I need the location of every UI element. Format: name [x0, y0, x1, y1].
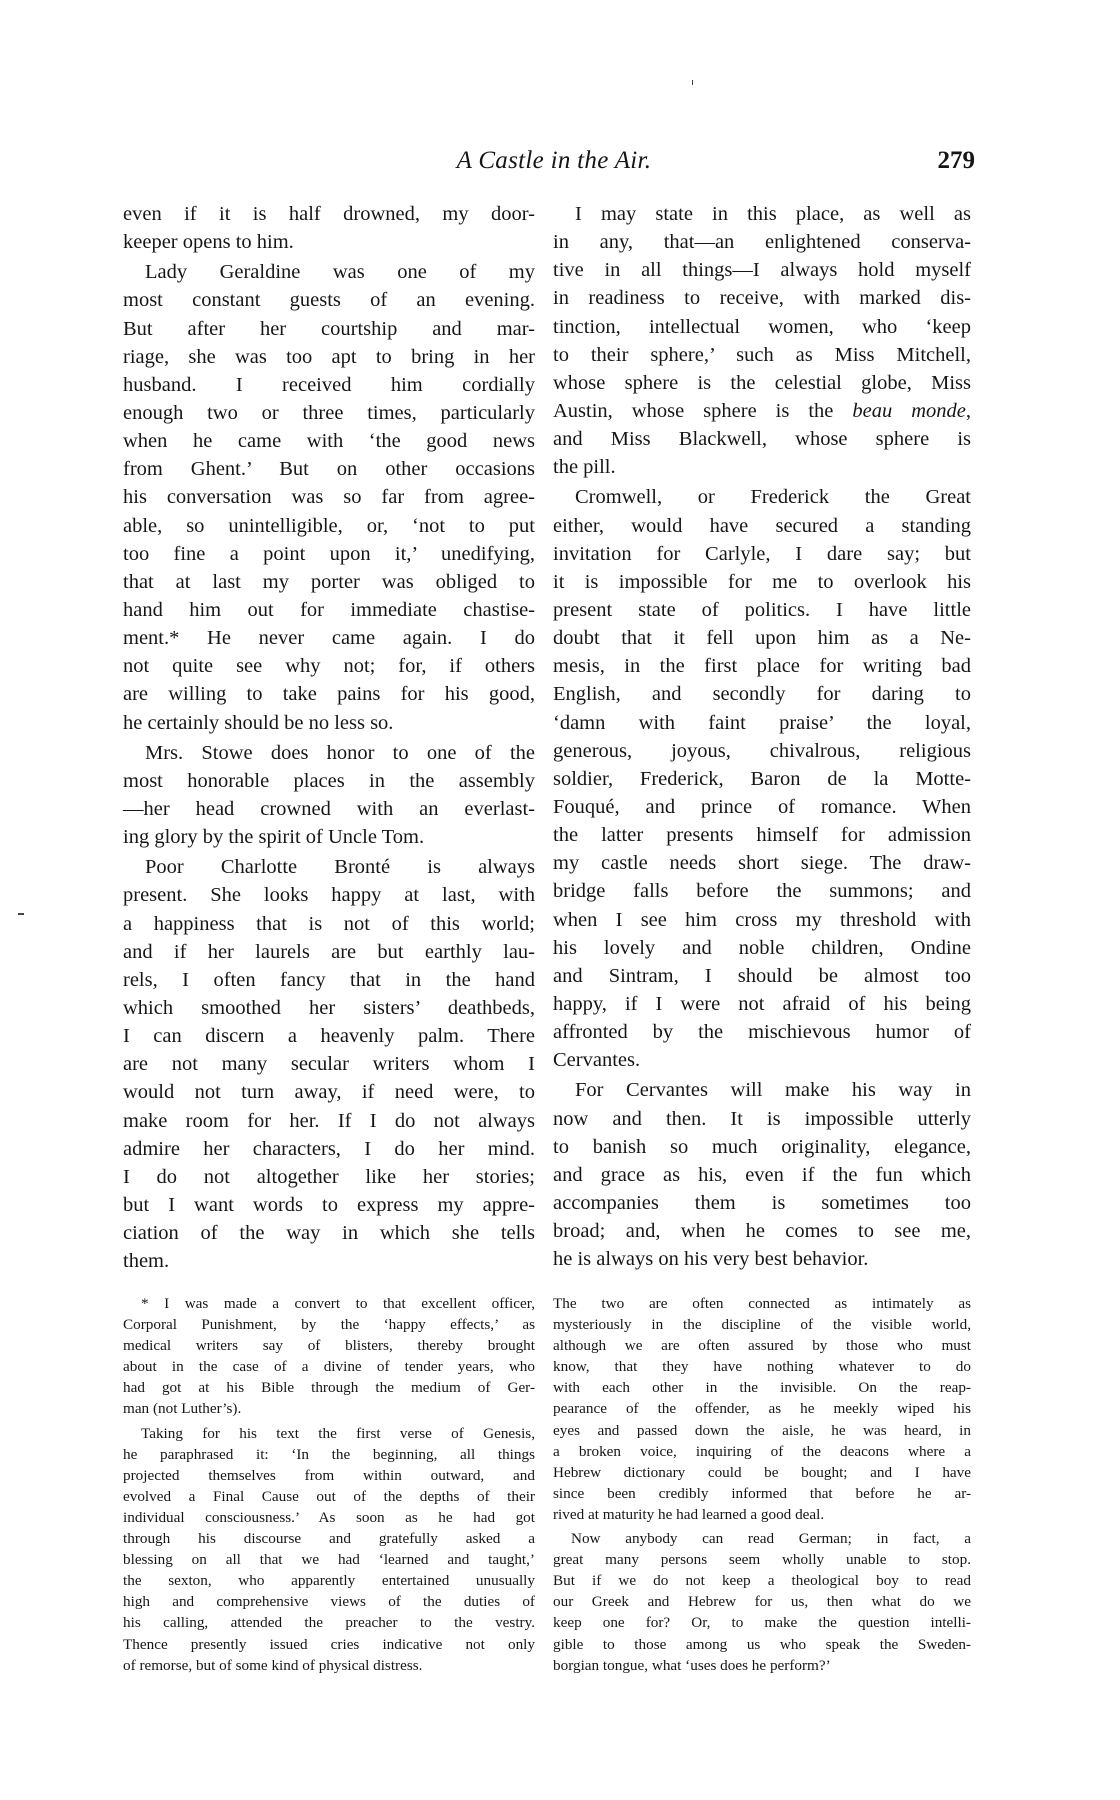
text-line: most constant guests of an evening. [123, 289, 535, 312]
text-line: Hebrew dictionary could be bought; and I have [553, 1463, 971, 1481]
text-line: bridge falls before the summons; and [553, 880, 971, 903]
text-line: I can discern a heavenly palm. There [123, 1025, 535, 1048]
text-line: But if we do not keep a theological boy to read [553, 1572, 971, 1590]
text-line: are willing to take pains for his good, [123, 683, 535, 706]
text-line: are not many secular writers whom I [123, 1053, 535, 1076]
text-line: happy, if I were not afraid of his being [553, 992, 971, 1015]
text-line: make room for her. If I do not always [123, 1109, 535, 1132]
text-line: mysteriously in the discipline of the visible world, [553, 1316, 971, 1334]
text-line: tinction, intellectual women, who ‘keep [553, 315, 971, 338]
text-line: keep one for? Or, to make the question intelli- [553, 1614, 971, 1632]
text-line: most honorable places in the assembly [123, 769, 535, 792]
text-line: a happiness that is not of this world; [123, 912, 535, 935]
text-line: Corporal Punishment, by the ‘happy effects,’ as [123, 1316, 535, 1334]
text-line: Now anybody can read German; in fact, a [571, 1530, 971, 1548]
paragraph [553, 1293, 971, 1525]
text-line: I may state in this place, as well as [575, 203, 971, 225]
text-line: gible to those among us who speak the Sweden- [553, 1635, 971, 1653]
text-line: ment.* He never came again. I do [123, 627, 535, 650]
text-line: them. [123, 1250, 170, 1273]
text-line: his conversation was so far from agree- [123, 486, 535, 509]
text-line: great many persons seem wholly unable to stop. [553, 1551, 971, 1569]
text-line: since been credibly informed that before he ar- [553, 1484, 971, 1502]
text-line: riage, she was too apt to bring in her [123, 345, 535, 368]
text-line: enough two or three times, particularly [123, 401, 535, 424]
text-line: Thence presently issued cries indicative not only [123, 1635, 535, 1653]
text-line: admire her characters, I do her mind. [123, 1137, 535, 1160]
text-line: even if it is half drowned, my door- [123, 203, 535, 225]
text-line: keeper opens to him. [123, 231, 294, 254]
text-line: * I was made a convert to that excellent officer, [141, 1295, 535, 1312]
text-line: to their sphere,’ such as Miss Mitchell, [553, 343, 971, 366]
text-line: his lovely and noble children, Ondine [553, 936, 971, 959]
text-line: had got at his Bible through the medium of Ger- [123, 1379, 535, 1397]
text-line: and Miss Blackwell, whose sphere is [553, 428, 971, 451]
text-line: pearance of the offender, as he meekly wiped his [553, 1400, 971, 1418]
text-line: our Greek and Hebrew for us, then what do we [553, 1593, 971, 1611]
text-line: his calling, attended the preacher to the vestry. [123, 1614, 535, 1632]
text-line: doubt that it fell upon him as a Ne- [553, 627, 971, 650]
text-line: in readiness to receive, with marked dis- [553, 287, 971, 310]
text-line: when he came with ‘the good news [123, 430, 535, 453]
text-line: mesis, in the first place for writing bad [553, 655, 971, 678]
text-line: Austin, whose sphere is the beau monde, [553, 399, 971, 422]
scan-mark [18, 913, 24, 915]
text-line: individual consciousness.’ As soon as he had got [123, 1508, 535, 1526]
scan-mark [692, 80, 693, 85]
text-line: when I see him cross my threshold with [553, 908, 971, 931]
text-line: present. She looks happy at last, with [123, 884, 535, 907]
text-line: Mrs. Stowe does honor to one of the [145, 741, 535, 764]
italic-phrase: beau monde [852, 399, 966, 422]
paragraph [123, 1423, 535, 1676]
text-line: in any, that—an enlightened conserva- [553, 231, 971, 254]
text-line: Cromwell, or Frederick the Great [575, 486, 971, 509]
text-line: ciation of the way in which she tells [123, 1222, 535, 1245]
text-line: not quite see why not; for, if others [123, 655, 535, 678]
text-line: know, that they have nothing whatever to do [553, 1358, 971, 1376]
running-title: A Castle in the Air. [456, 147, 652, 174]
text-line: —her head crowned with an everlast- [123, 797, 535, 820]
page-number: 279 [937, 147, 975, 174]
text-line: he is always on his very best behavior. [553, 1248, 869, 1271]
text-line: Lady Geraldine was one of my [145, 261, 535, 284]
text-line: too fine a point upon it,’ unedifying, [123, 542, 535, 565]
text-line: to banish so much originality, elegance, [553, 1135, 971, 1158]
text-line: tive in all things—I always hold myself [553, 259, 971, 282]
text-line: although we are often assured by those who must [553, 1337, 971, 1355]
text-line: about in the case of a divine of tender years, who [123, 1358, 535, 1376]
paragraph [553, 1528, 971, 1676]
text-line: broad; and, when he comes to see me, [553, 1220, 971, 1243]
text-line: whose sphere is the celestial globe, Miss [553, 371, 971, 394]
text-line: I do not altogether like her stories; [123, 1165, 535, 1188]
paragraph [123, 1293, 535, 1420]
text-line: able, so unintelligible, or, ‘not to put [123, 514, 535, 537]
text-line: through his discourse and gratefully asked a [123, 1530, 535, 1548]
text-line: borgian tongue, what ‘uses does he perform?’ [553, 1656, 831, 1674]
text-line: the sexton, who apparently entertained unusually [123, 1572, 535, 1590]
text-line: But after her courtship and mar- [123, 317, 535, 340]
text-line: rels, I often fancy that in the hand [123, 968, 535, 991]
text-line: he paraphrased it: ‘In the beginning, all things [123, 1445, 535, 1463]
text-line: of remorse, but of some kind of physical distress. [123, 1656, 423, 1674]
text-line: soldier, Frederick, Baron de la Motte- [553, 767, 971, 790]
text-line: a broken voice, inquiring of the deacons where a [553, 1442, 971, 1460]
text-line: Poor Charlotte Bronté is always [145, 856, 535, 879]
text-line: rived at maturity he had learned a good deal. [553, 1505, 825, 1523]
text-line: that at last my porter was obliged to [123, 570, 535, 593]
text-line: and if her laurels are but earthly lau- [123, 940, 535, 963]
text-line: and Sintram, I should be almost too [553, 964, 971, 987]
text-line: but I want words to express my appre- [123, 1193, 535, 1216]
paragraph [553, 200, 971, 481]
text-line: affronted by the mischievous humor of [553, 1021, 971, 1044]
text-line: my castle needs short siege. The draw- [553, 852, 971, 875]
paragraph [123, 200, 535, 256]
text-line: The two are often connected as intimately as [553, 1295, 971, 1312]
text-line: medical writers say of blisters, thereby brought [123, 1337, 535, 1355]
page-header [123, 147, 975, 183]
text-line: ing glory by the spirit of Uncle Tom. [123, 826, 425, 849]
text-line: eyes and passed down the aisle, he was heard, in [553, 1421, 971, 1439]
text-line: the latter presents himself for admission [553, 824, 971, 847]
text-line: and grace as his, even if the fun which [553, 1163, 971, 1186]
text-line: he certainly should be no less so. [123, 711, 394, 734]
text-line: ‘damn with faint praise’ the loyal, [553, 711, 971, 734]
text-line: Fouqué, and prince of romance. When [553, 795, 971, 818]
paragraph [123, 739, 535, 852]
footnote-column-right [553, 1293, 971, 1676]
text-line: Cervantes. [553, 1049, 641, 1072]
text-line: the pill. [553, 456, 616, 479]
paragraph [123, 258, 535, 736]
footnote-column-left [123, 1293, 535, 1676]
text-line: generous, joyous, chivalrous, religious [553, 739, 971, 762]
body-column-right [553, 200, 971, 1273]
text-line: it is impossible for me to overlook his [553, 570, 971, 593]
text-line: with each other in the invisible. On the reap- [553, 1379, 971, 1397]
text-line: now and then. It is impossible utterly [553, 1107, 971, 1130]
paragraph [553, 1076, 971, 1273]
text-line: either, would have secured a standing [553, 514, 971, 537]
text-line: man (not Luther’s). [123, 1400, 242, 1418]
text-line: husband. I received him cordially [123, 373, 535, 396]
text-line: Taking for his text the first verse of Genesis, [141, 1424, 535, 1442]
text-line: invitation for Carlyle, I dare say; but [553, 542, 971, 565]
body-column-left [123, 200, 535, 1275]
paragraph [123, 853, 535, 1275]
text-line: from Ghent.’ But on other occasions [123, 458, 535, 481]
text-line: blessing on all that we had ‘learned and taught,’ [123, 1551, 535, 1569]
paragraph [553, 483, 971, 1074]
text-line: which smoothed her sisters’ deathbeds, [123, 996, 535, 1019]
text-line: projected themselves from within outward, and [123, 1466, 535, 1484]
text-line: English, and secondly for daring to [553, 683, 971, 706]
text-line: evolved a Final Cause out of the depths of their [123, 1487, 535, 1505]
text-line: present state of politics. I have little [553, 598, 971, 621]
text-line: hand him out for immediate chastise- [123, 598, 535, 621]
text-line: would not turn away, if need were, to [123, 1081, 535, 1104]
text-line: For Cervantes will make his way in [575, 1079, 971, 1102]
text-line: accompanies them is sometimes too [553, 1191, 971, 1214]
text-line: high and comprehensive views of the duties of [123, 1593, 535, 1611]
